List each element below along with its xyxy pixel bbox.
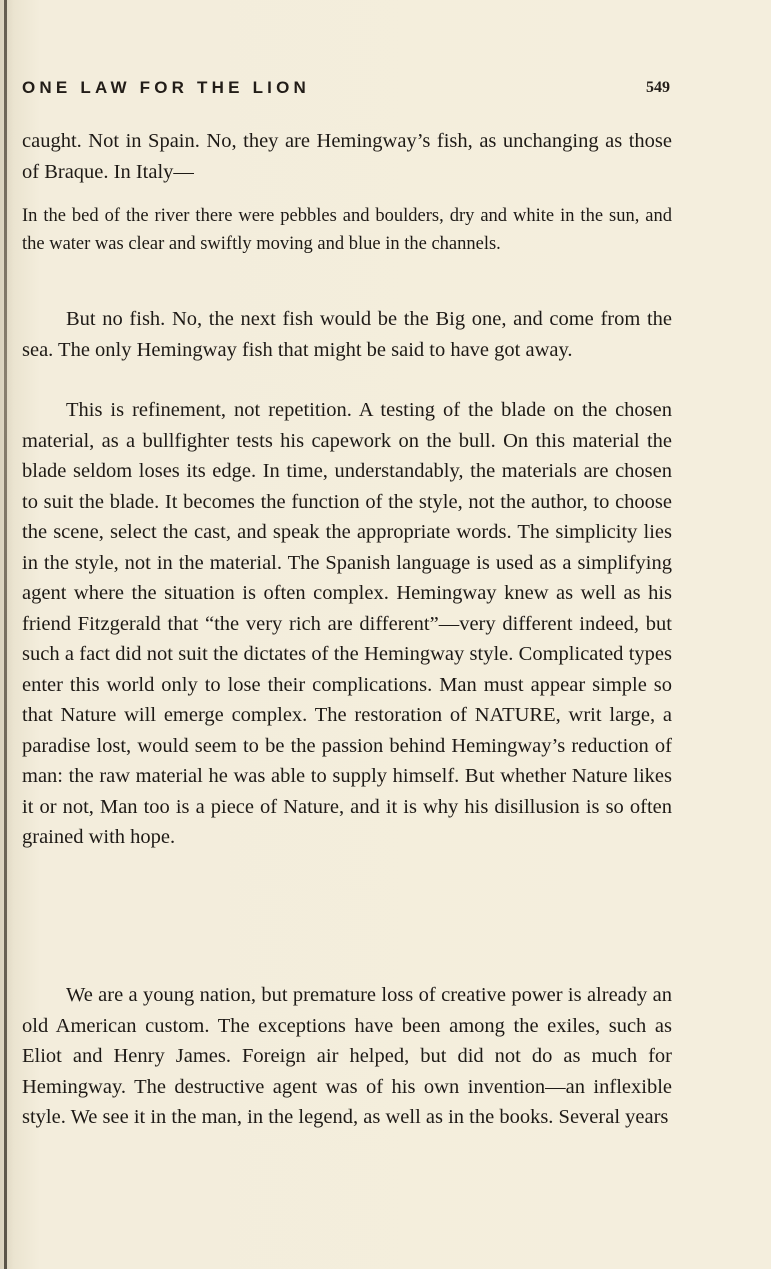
running-head — [22, 74, 670, 102]
page-number: 549 — [646, 79, 670, 96]
paragraph-5: We are a young nation, but premature loss of creative power is already an old American custom. The exceptions have been among the exiles, such as Eliot and Henry James. Foreign air helped, but did not do as much for Hemingway. The destructive agent was of his own invention—an inflexible style. We see it in the man, in the legend, as well as in the books. Several years — [22, 984, 672, 1128]
running-head-title: ONE LAW FOR THE LION — [22, 78, 310, 97]
paragraph-1: caught. Not in Spain. No, they are Hemingway’s fish, as unchanging as those of Braque. In Italy— — [22, 130, 672, 183]
paragraph-4: This is refinement, not repetition. A testing of the blade on the chosen material, as a bullfighter tests his capework on the bull. On this material the blade seldom loses its edge. In time, understandably, the materials are chosen to suit the blade. It becomes the function of the style, not the author, to choose the scene, select the cast, and speak the appropriate words. The simplicity lies in the style, not in the material. The Spanish language is used as a simplifying agent where the situation is often complex. Hemingway knew as well as his friend Fitzgerald that “the very rich are different”—very different indeed, but such a fact did not suit the dictates of the Hemingway style. Complicated types enter this world only to lose their complications. Man must appear simple so that Nature will emerge complex. The restoration of NATURE, writ large, a paradise lost, would seem to be the passion behind Hemingway’s reduction of man: the raw material he was able to supply himself. But whether Nature likes it or not, Man too is a piece of Nature, and it is why his disillusion is so often grained with hope. — [22, 399, 672, 848]
binding-gutter — [4, 0, 7, 1269]
paragraph-3: But no fish. No, the next fish would be the Big one, and come from the sea. The only Hemingway fish that might be said to have got away. — [22, 308, 672, 361]
block-quote: In the bed of the river there were pebbles and boulders, dry and white in the sun, and the water was clear and swiftly moving and blue in the channels. — [22, 206, 672, 254]
